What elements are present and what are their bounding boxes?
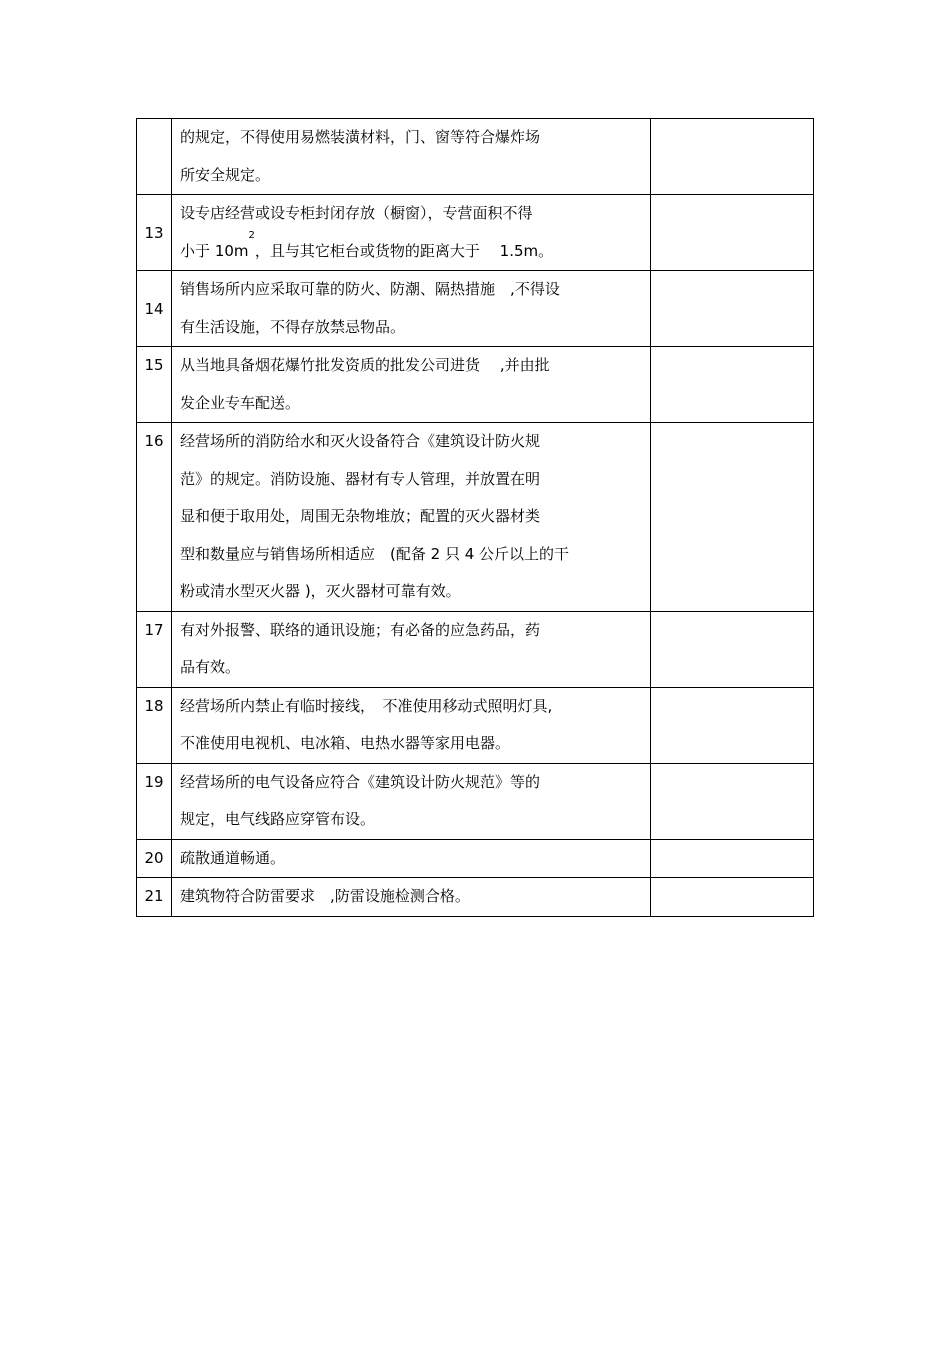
table-row <box>137 119 814 195</box>
table-row <box>137 878 814 917</box>
row-number: 16 <box>137 423 172 612</box>
result-cell[interactable] <box>650 687 813 763</box>
result-cell[interactable] <box>650 611 813 687</box>
row-content <box>172 119 651 195</box>
row-content <box>172 611 651 687</box>
row-number: 14 <box>137 271 172 347</box>
result-cell[interactable] <box>650 119 813 195</box>
row-number: 18 <box>137 687 172 763</box>
row-number: 13 <box>137 195 172 271</box>
content-line: 品有效。 <box>180 658 241 676</box>
table-row <box>137 611 814 687</box>
result-cell[interactable] <box>650 347 813 423</box>
table-row <box>137 195 814 271</box>
content-line: 经营场所的消防给水和灭火设备符合《建筑设计防火规 <box>180 432 541 450</box>
result-cell[interactable] <box>650 271 813 347</box>
result-cell[interactable] <box>650 195 813 271</box>
content-line: 从当地具备烟花爆竹批发资质的批发公司进货 ,并由批 <box>180 356 550 374</box>
row-number: 21 <box>137 878 172 917</box>
content-line: 销售场所内应采取可靠的防火、防潮、隔热措施 ,不得设 <box>180 280 560 298</box>
result-cell[interactable] <box>650 878 813 917</box>
content-line: 型和数量应与销售场所相适应 (配备 2 只 4 公斤以上的干 <box>180 544 570 563</box>
content-line: 经营场所的电气设备应符合《建筑设计防火规范》等的 <box>180 772 541 791</box>
row-number: 15 <box>137 347 172 423</box>
content-line: 所安全规定。 <box>180 165 271 184</box>
table-row <box>137 839 814 878</box>
content-line: 不准使用电视机、电冰箱、电热水器等家用电器。 <box>180 734 511 752</box>
content-text: 小于 10m <box>180 241 249 260</box>
content-line: 经营场所内禁止有临时接线， 不准使用移动式照明灯具, <box>180 696 553 715</box>
content-line: 发企业专车配送。 <box>180 393 301 412</box>
content-line: 的规定，不得使用易燃装潢材料，门、窗等符合爆炸场 <box>180 128 541 146</box>
safety-checklist-table <box>136 118 814 917</box>
result-cell[interactable] <box>650 423 813 612</box>
content-line: 疏散通道畅通。 <box>180 848 286 867</box>
content-line <box>180 229 644 271</box>
superscript: 2 <box>248 229 255 241</box>
row-number <box>137 119 172 195</box>
result-cell[interactable] <box>650 763 813 839</box>
row-content <box>172 347 651 423</box>
row-content <box>172 423 651 612</box>
content-line: 显和便于取用处，周围无杂物堆放；配置的灭火器材类 <box>180 507 541 525</box>
row-content <box>172 839 651 878</box>
table-row <box>137 687 814 763</box>
table-row <box>137 271 814 347</box>
table-row <box>137 763 814 839</box>
row-number: 19 <box>137 763 172 839</box>
table-row <box>137 347 814 423</box>
row-content <box>172 271 651 347</box>
row-number: 17 <box>137 611 172 687</box>
row-content <box>172 878 651 917</box>
content-line: 设专店经营或设专柜封闭存放（橱窗），专营面积不得 <box>180 204 533 222</box>
row-content <box>172 763 651 839</box>
content-line: 有对外报警、联络的通讯设施；有必备的应急药品，药 <box>180 620 541 639</box>
content-text: ，且与其它柜台或货物的距离大于 1.5m。 <box>254 241 554 260</box>
result-cell[interactable] <box>650 839 813 878</box>
row-content <box>172 195 651 271</box>
content-line: 建筑物符合防雷要求 ,防雷设施检测合格。 <box>180 887 470 905</box>
content-line: 粉或清水型灭火器 )，灭火器材可靠有效。 <box>180 582 461 600</box>
content-line: 范》的规定。消防设施、器材有专人管理，并放置在明 <box>180 469 541 488</box>
row-content <box>172 687 651 763</box>
content-line: 规定，电气线路应穿管布设。 <box>180 810 376 828</box>
row-number: 20 <box>137 839 172 878</box>
table-row <box>137 423 814 612</box>
content-line: 有生活设施，不得存放禁忌物品。 <box>180 317 406 336</box>
